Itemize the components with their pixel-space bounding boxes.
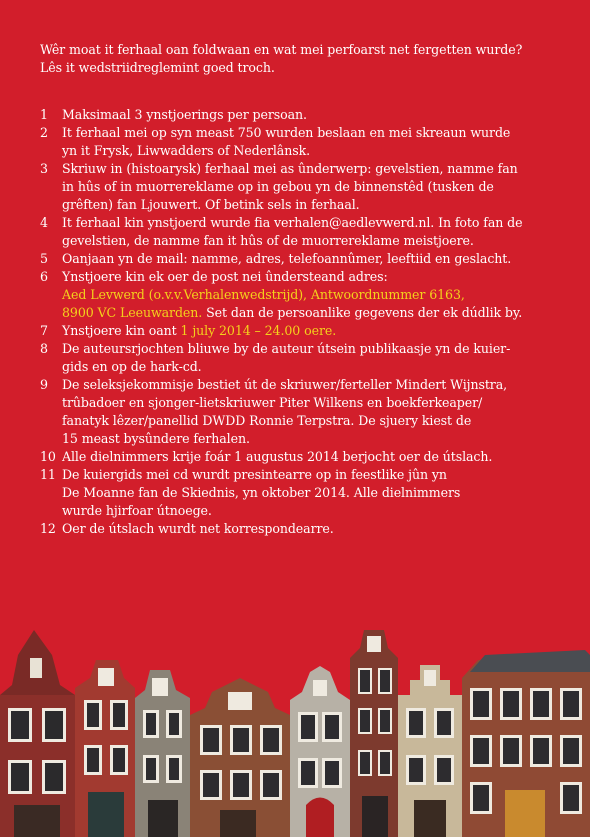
rule-11	[40, 466, 565, 520]
rule-9	[40, 376, 565, 448]
rule-5	[40, 250, 565, 268]
rule-4	[40, 214, 565, 250]
house-4	[190, 678, 290, 837]
rule-number: 7	[40, 323, 48, 338]
rule-3-line-3: grêften) fan Ljouwert. Of betink sels in ferhaal.	[62, 197, 360, 212]
intro-line-1: Wêr moat it ferhaal oan foldwaan en wat mei perfoarst net fergetten wurde?	[40, 42, 523, 57]
rule-7-text: Ynstjoere kin oant	[62, 323, 181, 338]
rule-11-line-1: De kuiergids mei cd wurdt presintearre op in feestlike jûn yn	[62, 467, 447, 482]
rule-11-line-3: wurde hjirfoar útnoege.	[62, 503, 212, 518]
rule-1-line-1: Maksimaal 3 ynstjoerings per persoan.	[62, 107, 307, 122]
rule-9-line-1: De seleksjekommisje bestiet út de skriuwer/ferteller Mindert Wijnstra,	[62, 377, 508, 392]
rule-10	[40, 448, 565, 466]
house-6	[350, 630, 398, 837]
rule-number: 3	[40, 161, 48, 176]
rule-2-line-2: yn it Frysk, Liwwadders of Nederlânsk.	[62, 143, 311, 158]
rule-number: 12	[40, 521, 56, 536]
rule-3-line-2: in hûs of in muorrereklame op in gebou yn de binnenstêd (tusken de	[62, 179, 494, 194]
rule-6-line-3-rest: Set dan de persoanlike gegevens der ek dúdlik by.	[202, 305, 523, 320]
rule-2	[40, 124, 565, 160]
rule-number: 1	[40, 107, 48, 122]
rule-3	[40, 160, 565, 214]
rule-10-line-1: Alle dielnimmers krije foár 1 augustus 2014 berjocht oer de útslach.	[62, 449, 493, 464]
rule-3-line-1: Skriuw in (histoarysk) ferhaal mei as ûnderwerp: gevelstien, namme fan	[62, 161, 518, 176]
rule-8-line-1: De auteursrjochten bliuwe by de auteur útsein publikaasje yn de kuier-	[62, 341, 511, 356]
rule-number: 5	[40, 251, 48, 266]
postal-address-line-2: 8900 VC Leeuwarden.	[62, 305, 203, 320]
rule-number: 10	[40, 449, 56, 464]
rules-list	[40, 106, 565, 538]
rule-number: 9	[40, 377, 48, 392]
rule-9-line-2: trûbadoer en sjonger-lietskriuwer Piter Wilkens en boekferkeaper/	[62, 395, 483, 410]
rule-6	[40, 268, 565, 322]
house-8	[462, 650, 590, 837]
rule-number: 2	[40, 125, 48, 140]
rule-6-line-1: Ynstjoere kin ek oer de post nei ûndersteand adres:	[62, 269, 388, 284]
rule-12	[40, 520, 565, 538]
rule-4-line-1: It ferhaal kin ynstjoerd wurde fia verhalen@aedlevwerd.nl. In foto fan de	[62, 215, 523, 230]
rule-4-line-2: gevelstien, de namme fan it hûs of de muorrereklame meistjoere.	[62, 233, 474, 248]
rule-9-line-4: 15 meast bysûndere ferhalen.	[62, 431, 250, 446]
rule-1	[40, 106, 565, 124]
building-facades-illustration	[0, 600, 590, 837]
rule-8-line-2: gids en op de hark-cd.	[62, 359, 202, 374]
rule-11-line-2: De Moanne fan de Skiednis, yn oktober 2014. Alle dielnimmers	[62, 485, 461, 500]
rule-number: 11	[40, 467, 56, 482]
rule-number: 6	[40, 269, 48, 284]
intro-line-2: Lês it wedstriidreglemint goed troch.	[40, 60, 275, 75]
rule-number: 4	[40, 215, 48, 230]
house-7	[398, 665, 462, 837]
deadline: 1 july 2014 – 24.00 oere.	[180, 323, 337, 338]
house-2	[75, 660, 135, 837]
postal-address-line-1: Aed Levwerd (o.v.v.Verhalenwedstrijd), Antwoordnummer 6163,	[62, 287, 465, 302]
rule-9-line-3: fanatyk lêzer/panellid DWDD Ronnie Terpstra. De sjuery kiest de	[62, 413, 472, 428]
rule-12-line-1: Oer de útslach wurdt net korrespondearre.	[62, 521, 334, 536]
house-5	[290, 666, 350, 837]
house-1	[0, 630, 75, 837]
rule-8	[40, 340, 565, 376]
house-3	[135, 670, 190, 837]
rule-number: 8	[40, 341, 48, 356]
rule-5-line-1: Oanjaan yn de mail: namme, adres, telefoannûmer, leeftiid en geslacht.	[62, 251, 512, 266]
rule-7	[40, 322, 565, 340]
rule-2-line-1: It ferhaal mei op syn meast 750 wurden beslaan en mei skreaun wurde	[62, 125, 511, 140]
intro-text	[40, 41, 560, 77]
